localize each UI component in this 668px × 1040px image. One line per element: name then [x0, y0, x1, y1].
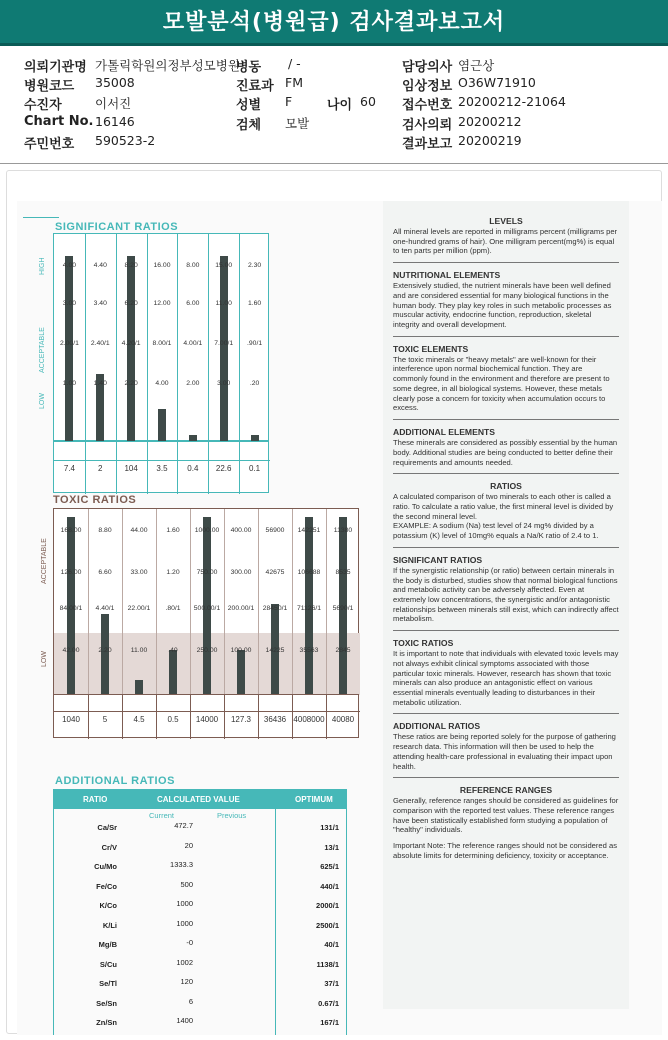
toxic-ratios-text: It is important to note that individuals with elevated toxic levels may not always exhibit clinical symptoms associated with those particular toxic minerals. However, research has shown that toxic minerals can also produce an antagonistic effect on various essential minerals eventually leading to disturbances in their metabolic utilization. — [393, 649, 619, 707]
divider — [393, 547, 619, 548]
institution-label: 의뢰기관명 — [24, 60, 87, 75]
additional-ratios-heading: ADDITIONAL RATIOS — [393, 721, 481, 732]
tick-label: 4.40 — [93, 262, 107, 269]
significant-title: SIGNIFICANT RATIOS — [55, 221, 179, 233]
tick-label: .90/1 — [247, 340, 263, 347]
additional-optimum-value: 167/1 — [320, 1018, 339, 1027]
ward-value: / - — [288, 56, 301, 71]
additional-ratio-name: Cu/Mo — [94, 862, 117, 871]
request-value: 20200212 — [458, 114, 522, 129]
additional-elements-text: These minerals are considered as possibly essential by the human body. Additional studies are being conducted to better define their requirements and amounts needed. — [393, 438, 618, 467]
tick-label: 8.00 — [186, 262, 200, 269]
tick-label: 12.00 — [153, 300, 171, 307]
ratio-bar — [135, 680, 143, 695]
chart-label: Chart No. — [24, 114, 94, 129]
tick-label: 100.00 — [230, 647, 252, 654]
tick-label: 42.00 — [62, 647, 80, 654]
optimum-col-header: OPTIMUM — [295, 795, 333, 804]
tick-label: 1.20 — [166, 569, 180, 576]
additional-current-value: 1333.3 — [170, 860, 193, 869]
important-note: Important Note: The reference ranges should not be considered as absolute limits for determining deficiency, toxicity or acceptance. — [393, 841, 618, 860]
divider — [393, 419, 619, 420]
ratio-value: 40080 — [331, 715, 355, 724]
divider — [393, 777, 619, 778]
tick-label: 300.00 — [230, 569, 252, 576]
ratio-bar — [158, 409, 166, 442]
receipt-label: 접수번호 — [402, 98, 453, 113]
column-divider — [258, 509, 259, 695]
additional-elements-heading: ADDITIONAL ELEMENTS — [393, 427, 496, 438]
report-page — [6, 170, 662, 1034]
tick-label: 4.20/1 — [121, 340, 141, 347]
tick-label: 8.00/1 — [152, 340, 172, 347]
zone-low-label: LOW — [41, 651, 48, 667]
tick-label: 7.00/1 — [214, 340, 234, 347]
reference-ranges-text: Generally, reference ranges should be considered as guidelines for comparison with the reported test values. These reference ranges have been statistically established form studying a population of "healthy" individuals. — [393, 796, 619, 835]
tick-label: 4.40/1 — [95, 605, 115, 612]
tick-label: 44.00 — [130, 527, 148, 534]
zone-acceptable-label: ACCEPTABLE — [41, 538, 48, 584]
hospital-code-value: 35008 — [95, 75, 135, 90]
specimen-label: 검체 — [236, 118, 262, 133]
tick-label: 84.00/1 — [59, 605, 83, 612]
row-divider — [54, 460, 270, 461]
additional-title: ADDITIONAL RATIOS — [55, 775, 175, 787]
receipt-value: 20200212-21064 — [458, 94, 566, 109]
title-rule — [23, 217, 59, 218]
additional-ratio-name: Fe/Co — [96, 881, 117, 891]
additional-current-value: 1400 — [176, 1016, 193, 1025]
current-subheader: Current — [149, 811, 175, 820]
tick-label: 168.00 — [60, 527, 82, 534]
additional-optimum-value: 2500/1 — [316, 920, 339, 930]
tick-label: 2.30 — [247, 262, 262, 269]
tick-label: 8.20 — [124, 262, 138, 269]
tick-label: 126.00 — [60, 569, 82, 576]
scanned-sheet — [17, 201, 662, 1035]
additional-optimum-value: 13/1 — [324, 842, 339, 852]
examinee-value: 이서진 — [95, 96, 132, 111]
tick-label: 14225 — [265, 647, 285, 654]
tick-label: .40 — [168, 647, 178, 654]
specimen-value: 모발 — [285, 116, 310, 131]
ratio-bar — [65, 256, 73, 442]
row-divider — [54, 711, 360, 712]
tick-label: 1.40 — [93, 380, 107, 387]
levels-text: All mineral levels are reported in milligrams percent (milligrams per one-hundred grams of hair). One milligram percent(mg%) is equal to ten parts per million (ppm). — [393, 227, 618, 256]
toxic-elements-heading: TOXIC ELEMENTS — [393, 343, 469, 354]
additional-ratio-name: S/Cu — [99, 959, 117, 969]
significant-values-table — [53, 441, 269, 493]
ward-label: 병동 — [236, 60, 262, 75]
tick-label: 4.00/1 — [183, 340, 203, 347]
tick-label: 6.00 — [186, 300, 200, 307]
toxic-title: TOXIC RATIOS — [53, 494, 137, 506]
age-value: 60 — [360, 94, 376, 109]
additional-optimum-value: 2000/1 — [316, 901, 339, 910]
ratio-value: 127.3 — [230, 715, 252, 724]
ratio-bar — [101, 614, 109, 695]
ratio-value: 2 — [98, 464, 103, 473]
tick-label: 8.80 — [98, 527, 112, 534]
additional-current-value: 1000 — [176, 918, 193, 928]
tick-label: 2.20 — [124, 380, 138, 387]
tick-label: 2845 — [335, 647, 351, 654]
column-divider — [326, 509, 327, 695]
tick-label: 6.60 — [98, 569, 112, 576]
rrn-value: 590523-2 — [95, 133, 156, 148]
tick-label: 750.00 — [196, 569, 218, 576]
previous-subheader: Previous — [217, 811, 247, 820]
ratio-value: 0.4 — [187, 464, 199, 473]
tick-label: 2.00 — [186, 380, 200, 387]
ratio-value: 14000 — [195, 715, 219, 724]
ratios-text: A calculated comparison of two minerals to each other is called a ratio. To calculate a ratio value, the first mineral level is divided by the second mineral level. — [393, 492, 614, 521]
dept-label: 진료과 — [236, 79, 274, 94]
additional-optimum-value: 0.67/1 — [318, 998, 339, 1008]
column-divider — [224, 509, 225, 695]
tick-label: 6.20 — [124, 300, 138, 307]
ratio-value: 3.5 — [156, 464, 168, 473]
tick-label: 35563 — [299, 647, 319, 654]
tick-label: 106688 — [297, 569, 321, 576]
ratio-value: 7.4 — [63, 464, 75, 473]
tick-label: .80/1 — [165, 605, 181, 612]
request-label: 검사의뢰 — [402, 118, 453, 133]
additional-optimum-value: 1138/1 — [316, 959, 339, 969]
additional-ratio-name: Mg/B — [98, 940, 117, 949]
tick-label: 3.00 — [217, 380, 231, 387]
nutritional-text: Extensively studied, the nutrient minerals have been well defined and are considered essential for many biological functions in the human body. They play key roles in such metabolic processes as muscular activity, endocrine function, reproduction, skeletal integrity and overall development. — [393, 281, 612, 330]
zone-acceptable-label: ACCEPTABLE — [39, 327, 46, 373]
additional-current-value: 1002 — [176, 957, 193, 967]
ratio-value: 104 — [124, 464, 138, 473]
ratio-value: 4008000 — [293, 715, 325, 724]
calc-col-header: CALCULATED VALUE — [157, 795, 240, 804]
toxic-chart — [53, 508, 359, 694]
clinical-label: 임상정보 — [402, 79, 453, 94]
divider — [393, 473, 619, 474]
toxic-values-table — [53, 694, 359, 738]
additional-current-value: 500 — [180, 879, 193, 889]
dept-value: FM — [285, 75, 303, 90]
tick-label: 5690/1 — [332, 605, 354, 612]
additional-current-value: 472.7 — [174, 821, 193, 830]
ratio-bar — [237, 650, 245, 695]
tick-label: 2.20 — [98, 647, 112, 654]
ratio-value: 5 — [102, 715, 108, 724]
age-label: 나이 — [327, 98, 353, 113]
ratio-value: 22.6 — [215, 464, 232, 473]
divider — [393, 262, 619, 263]
tick-label: 1000.00 — [194, 527, 220, 534]
additional-optimum-value: 40/1 — [324, 940, 339, 949]
ratios-example: EXAMPLE: A sodium (Na) test level of 24 mg% divided by a potassium (K) level of 10mg% equals a Na/K ratio of 2.4 to 1. — [393, 521, 599, 541]
toxic-elements-text: The toxic minerals or "heavy metals" are well-known for their interference upon normal biochemical function. They are commonly found in the environment and therefore are present to some degree, in all biological systems. However, these metals clearly pose a concern for toxicity when accumulation occurs to excess. — [393, 354, 610, 413]
additional-ratio-name: Se/Sn — [96, 998, 117, 1008]
additional-current-value: 120 — [180, 977, 193, 986]
zone-high-label: HIGH — [39, 257, 46, 275]
rrn-label: 주민번호 — [24, 137, 75, 152]
toxic-ratios-heading: TOXIC RATIOS — [393, 638, 454, 649]
tick-label: 33.00 — [130, 569, 148, 576]
additional-current-value: -0 — [186, 938, 193, 947]
additional-ratio-name: Se/Tl — [99, 979, 117, 988]
additional-ratios-text: These ratios are being reported solely for the purpose of gathering research data. This information will then be used to help the attending health-care professional in evaluating their impact upon health. — [393, 732, 616, 771]
patient-header — [0, 56, 668, 164]
column-divider — [122, 509, 123, 695]
additional-optimum-value: 37/1 — [324, 979, 339, 988]
report-label: 결과보고 — [402, 137, 453, 152]
tick-label: 11.00 — [215, 300, 232, 307]
doctor-label: 담당의사 — [402, 60, 453, 75]
levels-heading: LEVELS — [489, 216, 523, 226]
significant-ratios-text: If the synergistic relationship (or ratio) between certain minerals in the body is disturbed, studies show that normal biological functions and metabolic activity can be adversely affected. Even at extremely low concentrations, the synergistic and/or antagonistic relationships between minerals still exist, which can indirectly affect metabolism. — [393, 565, 619, 624]
ratio-value: 4.5 — [133, 715, 145, 724]
tick-label: 4.00 — [62, 262, 77, 269]
tick-label: 11380 — [333, 527, 353, 534]
clinical-value: O36W71910 — [458, 75, 536, 90]
examinee-label: 수진자 — [24, 98, 62, 113]
charts-column — [17, 201, 377, 1035]
tick-label: 2.40/1 — [90, 340, 110, 347]
tick-label: 400.00 — [230, 527, 252, 534]
tick-label: 22.00/1 — [127, 605, 151, 612]
ratio-col-header: RATIO — [83, 795, 108, 804]
ratio-bar — [169, 650, 177, 695]
tick-label: 42675 — [265, 569, 285, 576]
tick-label: 15.00 — [215, 262, 233, 269]
report-value: 20200219 — [458, 133, 522, 148]
column-divider — [190, 509, 191, 695]
tick-label: 16.00 — [153, 262, 171, 269]
additional-optimum-value: 131/1 — [320, 823, 339, 832]
tick-label: 56900 — [265, 527, 285, 534]
tick-label: 28450/1 — [262, 605, 288, 612]
additional-current-value: 1000 — [176, 899, 193, 908]
ratios-heading: RATIOS — [490, 481, 522, 492]
reference-ranges-heading: REFERENCE RANGES — [459, 785, 553, 796]
additional-ratio-name: K/Co — [99, 901, 117, 910]
additional-ratio-name: Ca/Sr — [97, 823, 117, 832]
additional-current-value: 20 — [184, 840, 193, 850]
nutritional-heading: NUTRITIONAL ELEMENTS — [393, 270, 501, 281]
additional-ratio-name: K/Li — [102, 920, 117, 930]
column-divider — [88, 509, 89, 695]
tick-label: 2.00/1 — [59, 340, 79, 347]
ratio-value: 0.5 — [167, 715, 179, 724]
doctor-value: 염근상 — [458, 58, 495, 73]
tick-label: 142251 — [297, 527, 321, 534]
additional-optimum-value: 625/1 — [320, 862, 339, 871]
divider — [393, 630, 619, 631]
tick-label: 3.40 — [93, 300, 107, 307]
ratio-value: 0.1 — [249, 464, 261, 473]
tick-label: 3.00 — [62, 300, 77, 307]
ratio-value: 36436 — [263, 715, 287, 724]
ratio-value: 1040 — [62, 715, 80, 724]
institution-value: 가톨릭학원의정부성모병원 — [95, 58, 240, 73]
report-title: 모발분석(병원급) 검사결과보고서 — [0, 0, 668, 46]
additional-optimum-value: 440/1 — [320, 881, 339, 891]
tick-label: 250.00 — [196, 647, 218, 654]
chart-value: 16146 — [95, 114, 135, 129]
tick-label: .20 — [249, 380, 260, 387]
tick-label: 4.00 — [155, 380, 169, 387]
tick-label: 1.60 — [166, 527, 180, 534]
ratio-bar — [127, 256, 135, 442]
additional-current-value: 6 — [188, 996, 193, 1006]
column-divider — [292, 509, 293, 695]
tick-label: 1.60 — [247, 300, 262, 307]
additional-ratio-name: Cr/V — [101, 842, 117, 852]
tick-label: 8535 — [335, 569, 351, 576]
additional-ratio-name: Zn/Sn — [96, 1018, 117, 1027]
tick-label: 11.00 — [130, 647, 148, 654]
significant-ratios-heading: SIGNIFICANT RATIOS — [393, 554, 483, 565]
column-divider — [156, 509, 157, 695]
zone-low-label: LOW — [39, 393, 46, 409]
divider — [393, 713, 619, 714]
hospital-code-label: 병원코드 — [24, 79, 75, 94]
tick-label: 500.00/1 — [193, 605, 221, 612]
tick-label: 71126/1 — [296, 605, 322, 612]
explanation-column — [383, 201, 629, 1009]
ratio-bar — [220, 256, 228, 442]
tick-label: 1.00 — [62, 380, 77, 387]
significant-chart — [53, 233, 269, 441]
sex-value: F — [285, 94, 293, 109]
sex-label: 성별 — [236, 98, 262, 113]
tick-label: 200.00/1 — [227, 605, 255, 612]
divider — [393, 336, 619, 337]
optimum-divider — [275, 809, 276, 1035]
